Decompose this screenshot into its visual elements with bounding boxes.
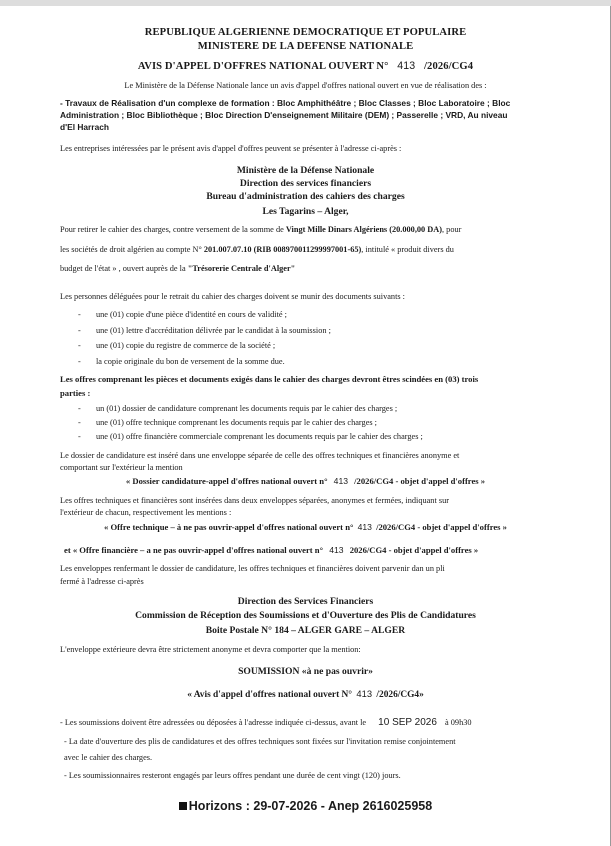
address2-line-3: Boite Postale N° 184 – ALGER GARE – ALGER: [205, 625, 406, 636]
technique-mention-a: « Offre technique – à ne pas ouvrir-appel d'offres national ouvert n°: [104, 522, 354, 532]
offers-item-2: - une (01) offre technique comprenant les documents requis par le cahier des charges ;: [78, 418, 377, 427]
payment-treasury: "Trésorerie Centrale d'Alger": [187, 264, 296, 273]
delegates-item-1-text: une (01) copie d'une pièce d'identité en cours de validité ;: [96, 310, 287, 319]
payment-line-2: [60, 245, 454, 255]
payment-line-3: [60, 264, 295, 274]
delegates-item-4: - la copie originale du bon de versement de la somme due.: [78, 357, 285, 366]
delegates-intro: Les personnes déléguées pour le retrait du cahier des charges doivent se munir des documents suivants :: [60, 292, 405, 301]
offers-item-1: - un (01) dossier de candidature comprenant les documents requis par le cahier des charges ;: [78, 404, 398, 413]
deadline-time: à 09h30: [445, 718, 472, 727]
final-item-2-line-2: avec le cahier des charges.: [64, 753, 153, 762]
financiere-mention-pre: et: [64, 545, 71, 555]
works-line-3: d'El Harrach: [60, 122, 110, 132]
candidature-mention-b: /2026/CG4 - objet d'appel d'offres »: [354, 476, 486, 486]
presentation-text: Les entreprises intéressées par le présent avis d'appel d'offres peuvent se présenter à l'adresse ci-après :: [60, 144, 402, 153]
payment-amount: Vingt Mille Dinars Algériens (20.000,00 DA): [285, 225, 443, 234]
notice-suffix: /2026/CG4: [424, 61, 474, 72]
offers-item-3-text: une (01) offre financière commerciale comprenant les documents requis par le cahier des charges ;: [96, 432, 423, 441]
payment-l2-c: , intitulé « produit divers du: [361, 245, 454, 254]
financiere-mention-b: 2026/CG4 - objet d'appel d'offres »: [349, 545, 479, 555]
soumission-line: [0, 688, 611, 700]
final-item-1: [60, 718, 472, 728]
address1-line-2: Direction des services financiers: [239, 178, 372, 189]
delegates-item-3-text: une (01) copie du registre de commerce de la société ;: [96, 341, 276, 350]
payment-l1-a: Pour retirer le cahier des charges, contre versement de la somme de: [60, 225, 286, 234]
financiere-mention-a: « Offre financière – a ne pas ouvrir-appel d'offres national ouvert n°: [72, 545, 324, 555]
soumission-line-b: /2026/CG4»: [376, 690, 424, 700]
payment-line-1: [60, 225, 461, 235]
square-bullet-icon: [179, 802, 187, 810]
candidature-line-2: comportant sur l'extérieur la mention: [60, 463, 183, 472]
envelope-technique-mention: [0, 522, 611, 532]
outer-envelope-text: L'enveloppe extérieure devra être strictement anonyme et devra comporter que la mention:: [60, 645, 361, 654]
soumission-line-a: « Avis d'appel d'offres national ouvert N°: [187, 690, 353, 700]
delegates-item-3: - une (01) copie du registre de commerce de la société ;: [78, 341, 276, 350]
deadline-date: 10 SEP 2026: [378, 717, 437, 728]
final-item-2-line-1: - La date d'ouverture des plis de candidatures et des offres techniques sont fixées sur l'invitation remise conjointement: [64, 737, 456, 746]
delivery-line-1: Les enveloppes renfermant le dossier de candidature, les offres techniques et financières doivent parvenir dan un pli: [60, 564, 445, 573]
address1-line-4: Les Tagarins – Alger,: [262, 206, 349, 217]
delivery-line-2: fermé à l'adresse ci-après: [60, 577, 144, 586]
intro-text: Le Ministère de la Défense Nationale lance un avis d'appel d'offres national ouvert en vue de réalisation des :: [124, 81, 487, 90]
candidature-mention: [0, 476, 611, 486]
soumission-number: 413: [356, 688, 373, 699]
financiere-mention-number: 413: [329, 545, 344, 555]
technique-mention-b: /2026/CG4 - objet d'appel d'offres »: [376, 522, 507, 532]
offers-item-3: - une (01) offre financière commerciale comprenant les documents requis par le cahier des charges ;: [78, 432, 423, 441]
notice-title-text: AVIS D'APPEL D'OFFRES NATIONAL OUVERT N°: [137, 61, 389, 72]
delegates-item-4-text: la copie originale du bon de versement de la somme due.: [96, 357, 285, 366]
payment-l2-a: les sociétés de droit algérien au compte N°: [60, 245, 204, 254]
envelopes-line-1: Les offres techniques et financières sont insérées dans deux enveloppes séparées, anonymes et fermées, indiquant sur: [60, 496, 449, 505]
address1-line-3: Bureau d'administration des cahiers des charges: [206, 191, 405, 202]
works-line-1: - Travaux de Réalisation d'un complexe de formation : Bloc Amphithéâtre ; Bloc Classes ; Bloc Laboratoire ; Bloc: [60, 98, 511, 108]
works-line-2: Administration ; Bloc Bibliothèque ; Bloc Direction D'enseignement Militaire (DEM) ; Passerelle ; VRD, Au niveau: [60, 110, 508, 120]
offers-item-2-text: une (01) offre technique comprenant les documents requis par le cahier des charges ;: [96, 418, 377, 427]
footer-publication: [0, 799, 611, 813]
payment-l3-a: budget de l'état » , ouvert auprès de la: [60, 264, 188, 273]
delegates-item-1: - une (01) copie d'une pièce d'identité en cours de validité ;: [78, 310, 287, 319]
offers-intro-1: Les offres comprenant les pièces et documents exigés dans le cahier des charges devront êtres scindées en (03) trois: [60, 374, 479, 384]
payment-account: 201.007.07.10 (RIB 008970011299997001-65): [203, 245, 362, 254]
delegates-item-2-text: une (01) lettre d'accréditation délivrée par le candidat à la soumission ;: [96, 326, 331, 335]
top-border: [0, 0, 611, 6]
candidature-mention-a: « Dossier candidature-appel d'offres national ouvert n°: [125, 476, 328, 486]
address2-line-2: Commission de Réception des Soumissions et d'Ouverture des Plis de Candidatures: [135, 610, 476, 621]
envelopes-line-2: l'extérieur de chacun, respectivement les mentions :: [60, 508, 232, 517]
technique-mention-number: 413: [357, 522, 372, 532]
final-item-1-text: - Les soumissions doivent être adressées ou déposées à l'adresse indiquée ci-dessus, avant le: [60, 718, 367, 727]
address1-line-1: Ministère de la Défense Nationale: [236, 165, 375, 176]
candidature-mention-number: 413: [333, 476, 349, 486]
notice-number: 413: [397, 60, 416, 72]
payment-l1-c: , pour: [442, 225, 462, 234]
soumission-title: SOUMISSION «à ne pas ouvrir»: [238, 666, 373, 677]
envelope-financiere-mention: [64, 545, 478, 555]
final-item-3: - Les soumissionnaires resteront engagés par leurs offres pendant une durée de cent vingt (120) jours.: [64, 771, 401, 780]
candidature-line-1: Le dossier de candidature est inséré dans une enveloppe séparée de celle des offres techniques et financières anonyme et: [60, 451, 460, 460]
delegates-item-2: - une (01) lettre d'accréditation délivrée par le candidat à la soumission ;: [78, 326, 331, 335]
notice-title: [0, 60, 611, 72]
header-republic: REPUBLIQUE ALGERIENNE DEMOCRATIQUE ET POPULAIRE: [144, 27, 467, 38]
offers-item-1-text: un (01) dossier de candidature comprenant les documents requis par le cahier des charges ;: [96, 404, 398, 413]
address2-line-1: Direction des Services Financiers: [237, 596, 374, 607]
offers-intro-2: parties :: [60, 388, 91, 398]
header-ministry: MINISTERE DE LA DEFENSE NATIONALE: [197, 41, 414, 52]
footer-text: Horizons : 29-07-2026 - Anep 2616025958: [188, 799, 433, 813]
